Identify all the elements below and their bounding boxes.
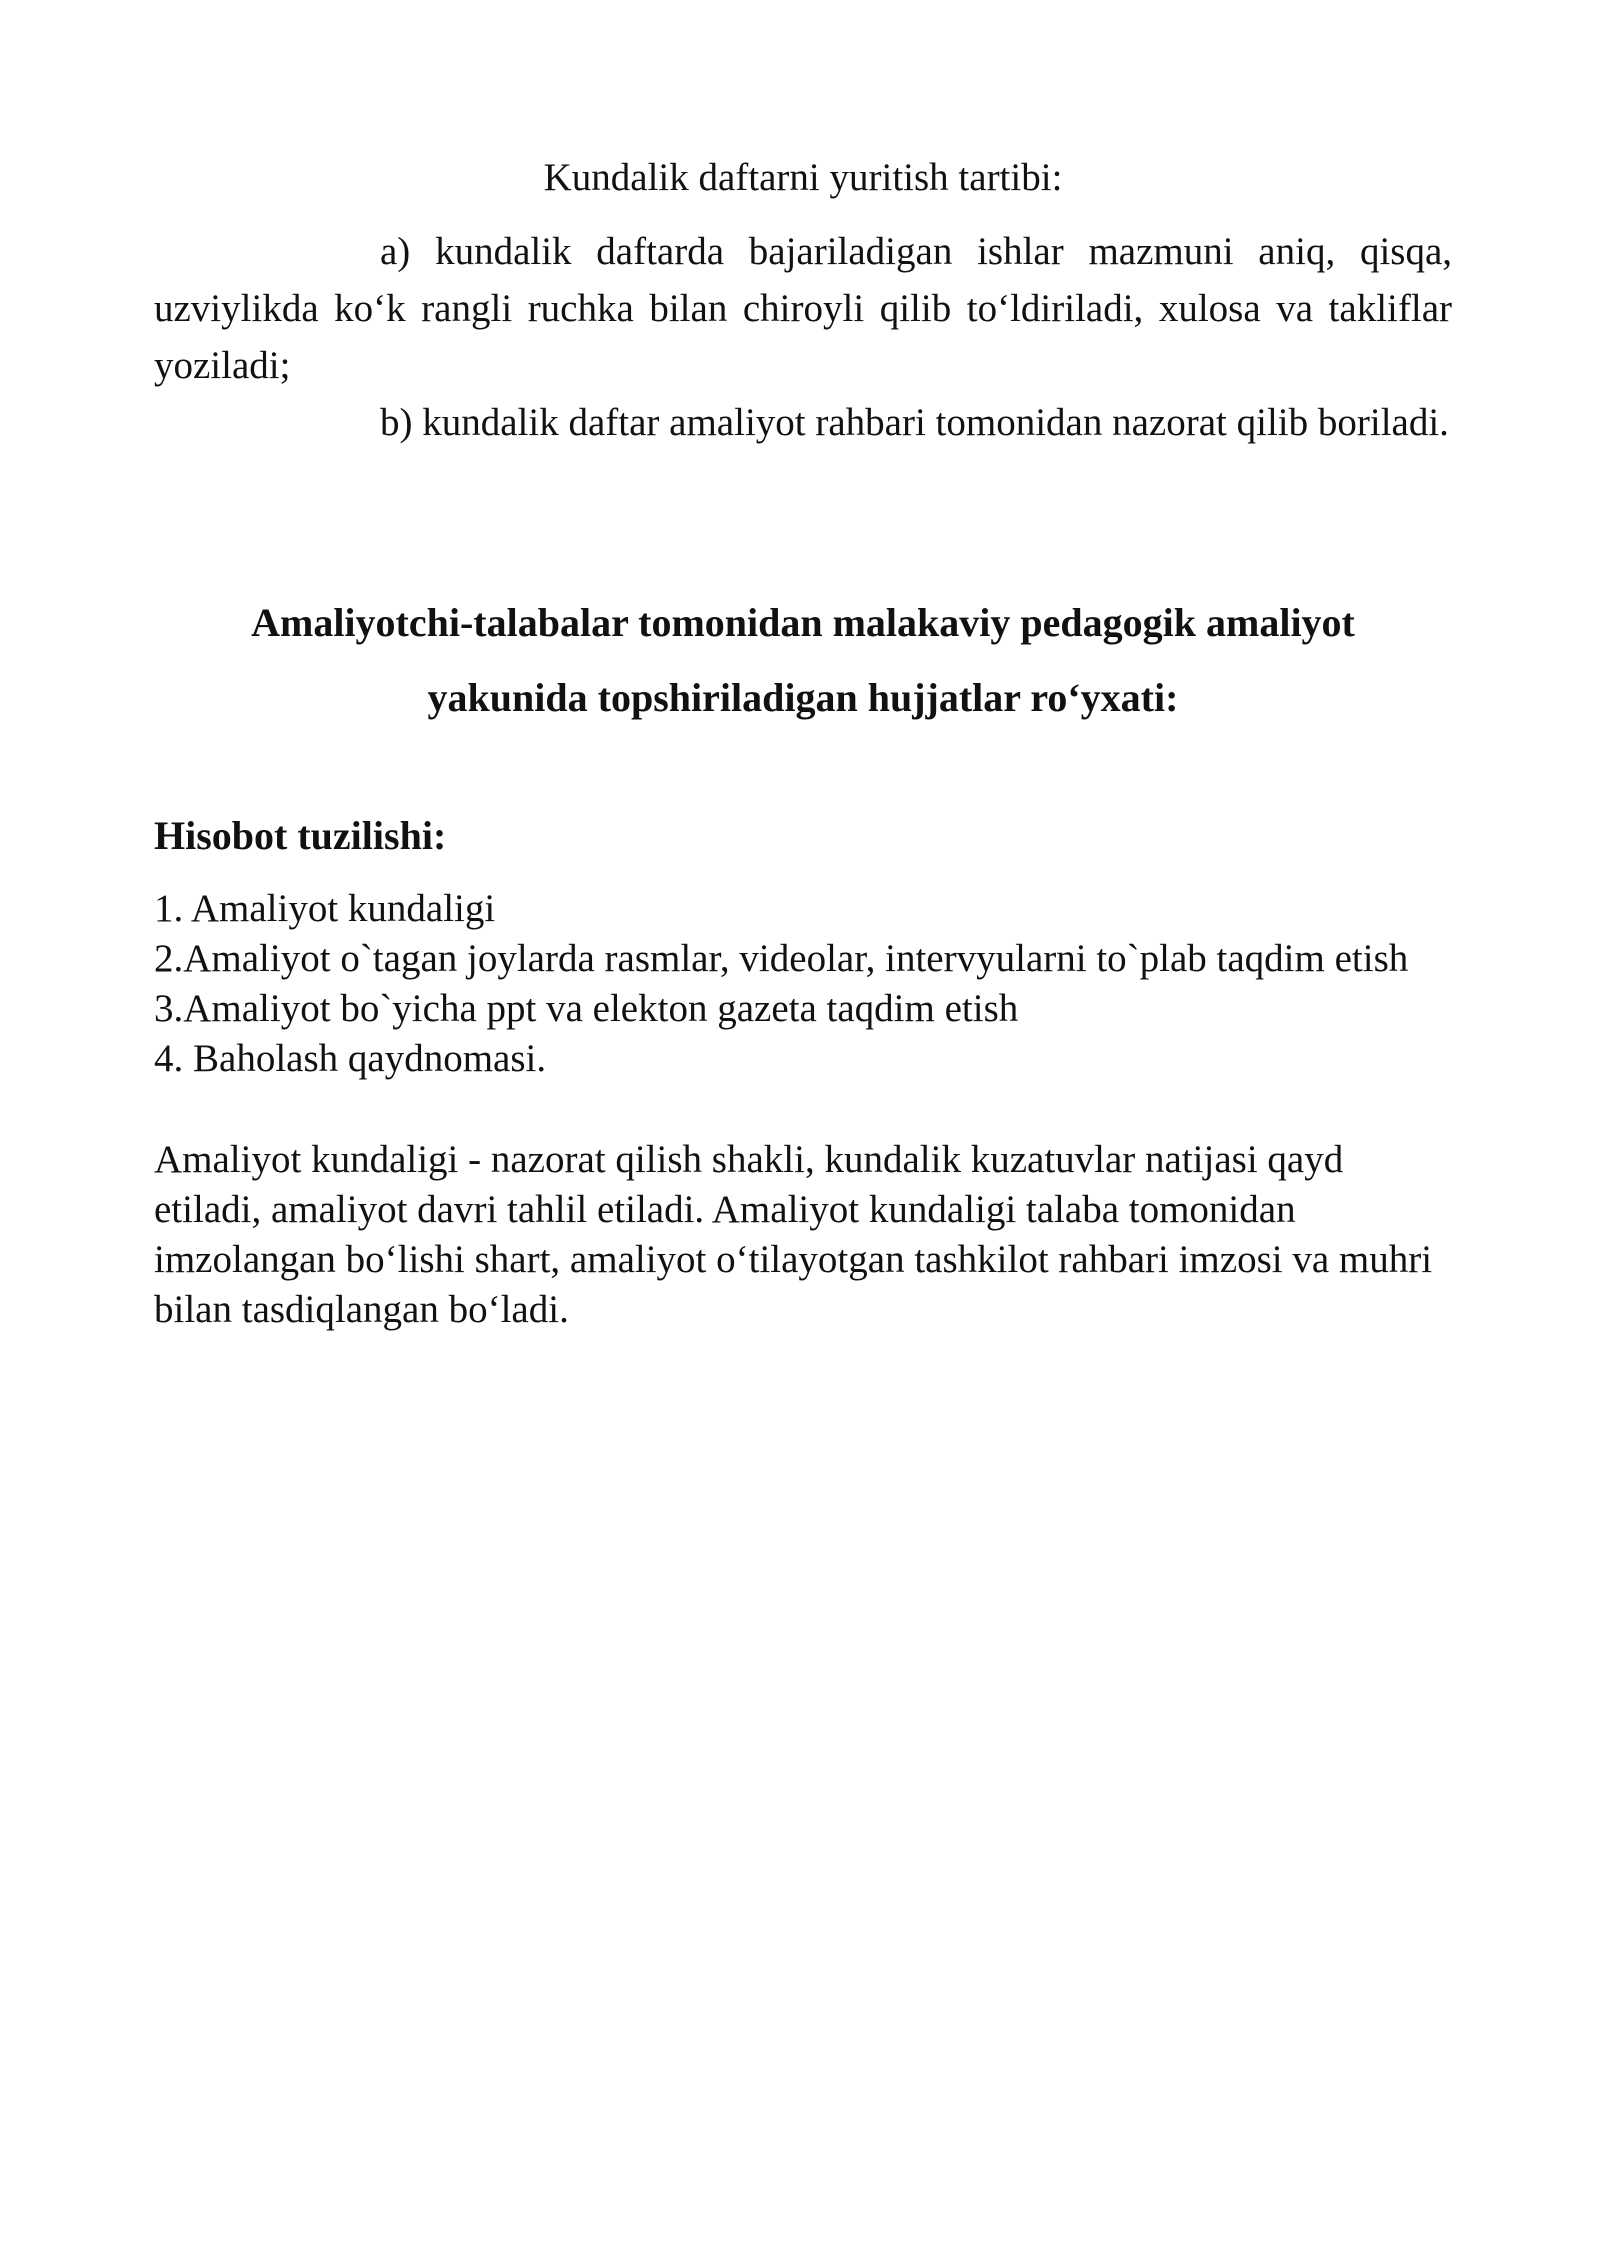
rule-item xyxy=(154,394,1452,451)
list-item: 3.Amaliyot bo`yicha ppt va elekton gazeta taqdim etish xyxy=(154,987,1019,1030)
rule-item xyxy=(154,223,1452,394)
documents-heading xyxy=(154,585,1452,735)
report-items-list xyxy=(154,884,1452,1084)
rule-text: kundalik daftarda bajariladigan ishlar mazmuni aniq, qisqa, uzviylikda ko‘k rangli ruchka bilan chiroyli qilib to‘ldiriladi, xulosa va takliflar yoziladi; xyxy=(154,230,1453,387)
list-item: 2.Amaliyot o`tagan joylarda rasmlar, videolar, intervyularni to`plab taqdim etish xyxy=(154,937,1409,980)
documents-heading-line: Amaliyotchi-talabalar tomonidan malakaviy pedagogik amaliyot xyxy=(251,600,1355,645)
section-title: Kundalik daftarni yuritish tartibi: xyxy=(543,156,1063,199)
rule-marker: a) xyxy=(380,230,411,273)
rules-list xyxy=(154,223,1452,451)
list-item: 4. Baholash qaydnomasi. xyxy=(154,1037,547,1080)
documents-heading-line: yakunida topshiriladigan hujjatlar ro‘yxati: xyxy=(427,675,1179,720)
list-item: 1. Amaliyot kundaligi xyxy=(154,887,496,930)
rule-marker: b) xyxy=(380,401,413,444)
rule-text: kundalik daftar amaliyot rahbari tomonidan nazorat qilib boriladi. xyxy=(422,401,1449,444)
diary-description-paragraph: Amaliyot kundaligi - nazorat qilish shakli, kundalik kuzatuvlar natijasi qayd etiladi, amaliyot davri tahlil etiladi. Amaliyot kundaligi talaba tomonidan imzolangan bo‘lishi shart, amaliyot o‘tilayotgan tashkilot rahbari imzosi va muhri bilan tasdiqlangan bo‘ladi. xyxy=(154,1138,1433,1331)
report-structure-title: Hisobot tuzilishi: xyxy=(154,813,447,858)
